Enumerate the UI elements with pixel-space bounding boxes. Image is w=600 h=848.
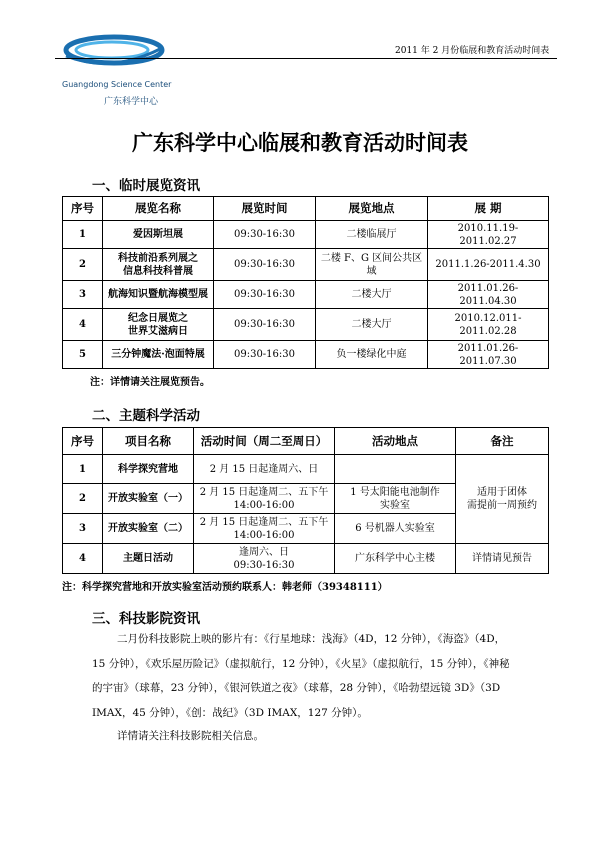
section-heading-activities: 二、主题科学活动 [92,408,200,424]
header-cell: 项目名称 [103,428,194,455]
cell-location: 1 号太阳能电池制作 实验室 [335,484,456,514]
cell-activity-name: 开放实验室（二） [103,514,194,544]
cell-time: 逢周六、日 09:30-16:30 [194,544,335,574]
cell-location: 负一楼绿化中庭 [316,341,428,369]
cell-exhibit-name: 纪念日展览之 世界艾滋病日 [103,309,214,341]
cell-activity-name: 科学探究营地 [103,455,194,484]
cell-location: 6 号机器人实验室 [335,514,456,544]
cell-time: 2 月 15 日起逢周二、五下午 14:00-16:00 [194,514,335,544]
table-row [63,281,549,309]
header-cell: 活动地点 [335,428,456,455]
cell-location: 二楼临展厅 [316,221,428,249]
cell-location: 二楼大厅 [316,309,428,341]
cinema-paragraph: 二月份科技影院上映的影片有：《行星地球：浅海》（4D，12 分钟），《海盗》（4D，15 分钟），《欢乐屋历险记》（虚拟航行，12 分钟），《火星》（虚拟航行，15 分钟），《神秘的宇宙》（球幕，23 分钟），《银河铁道之夜》（球幕，28 分钟），《哈勃望远镜 3D》（3D IMAX，45 分钟），《创：战纪》（3D IMAX，127 分钟）。 [92,633,510,719]
cell-index: 3 [63,281,103,309]
cell-index: 3 [63,514,103,544]
cell-time: 09:30-16:30 [214,309,316,341]
table-row [63,309,549,341]
activity-table [62,427,549,574]
cell-time: 09:30-16:30 [214,221,316,249]
table-header-row [63,428,549,455]
section-heading-exhibitions: 一、临时展览资讯 [92,178,200,194]
exhibition-note: 注：详情请关注展览预告。 [90,377,210,388]
cell-period: 2010.11.19-2011.02.27 [428,221,549,249]
header-cell: 展览地点 [316,197,428,221]
header-cell: 序号 [63,428,103,455]
cell-period: 2011.01.26-2011.04.30 [428,281,549,309]
section-heading-cinema: 三、科技影院资讯 [92,611,200,627]
cell-remark: 详情请见预告 [456,544,549,574]
cell-exhibit-name: 三分钟魔法·泡面特展 [103,341,214,369]
activity-note: 注：科学探究营地和开放实验室活动预约联系人：韩老师（39348111） [62,582,388,593]
cell-time: 09:30-16:30 [214,249,316,281]
cell-index: 2 [63,484,103,514]
table-row [63,221,549,249]
cell-exhibit-name: 航海知识暨航海模型展 [103,281,214,309]
cell-index: 4 [63,544,103,574]
cell-index: 2 [63,249,103,281]
logo-text-zh: 广东科学中心 [104,97,159,107]
cell-index: 5 [63,341,103,369]
cell-location [335,455,456,484]
header-cell: 展览时间 [214,197,316,221]
table-row [63,341,549,369]
header-cell: 展 期 [428,197,549,221]
cell-index: 1 [63,221,103,249]
header-divider [55,58,557,59]
cell-time: 2 月 15 日起逢周六、日 [194,455,335,484]
cell-time: 09:30-16:30 [214,341,316,369]
cell-location: 广东科学中心主楼 [335,544,456,574]
header-cell: 序号 [63,197,103,221]
exhibition-table [62,196,549,369]
page-title: 广东科学中心临展和教育活动时间表 [132,130,468,155]
table-header-row [63,197,549,221]
cell-index: 4 [63,309,103,341]
cell-time: 2 月 15 日起逢周二、五下午 14:00-16:00 [194,484,335,514]
cell-activity-name: 主题日活动 [103,544,194,574]
cell-location: 二楼 F、G 区间公共区域 [316,249,428,281]
logo-text-en: Guangdong Science Center [62,80,172,89]
table-row [63,455,549,484]
header-cell: 展览名称 [103,197,214,221]
header-cell: 备注 [456,428,549,455]
cell-index: 1 [63,455,103,484]
cell-period: 2011.1.26-2011.4.30 [428,249,549,281]
cell-exhibit-name: 爱因斯坦展 [103,221,214,249]
cell-period: 2011.01.26-2011.07.30 [428,341,549,369]
cell-period: 2010.12.011-2011.02.28 [428,309,549,341]
header-cell: 活动时间（周二至周日） [194,428,335,455]
cell-location: 二楼大厅 [316,281,428,309]
cell-exhibit-name: 科技前沿系列展之 信息科技科普展 [103,249,214,281]
table-row [63,249,549,281]
cinema-footer-text: 详情请关注科技影院相关信息。 [117,730,264,742]
cell-time: 09:30-16:30 [214,281,316,309]
document-header-label: 2011 年 2 月份临展和教育活动时间表 [395,46,550,56]
cell-activity-name: 开放实验室（一） [103,484,194,514]
table-row [63,544,549,574]
cell-remark-merged: 适用于团体 需提前一周预约 [456,455,549,544]
logo-swirl-icon [52,22,172,82]
